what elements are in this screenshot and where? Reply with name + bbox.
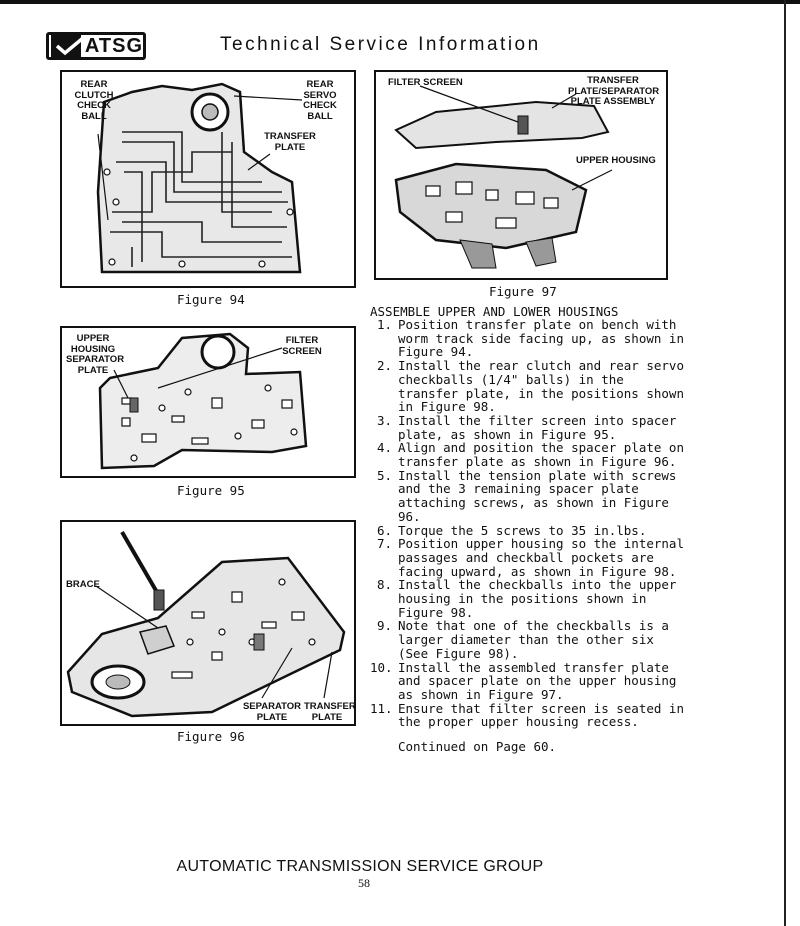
figure-97-caption: Figure 97 xyxy=(489,284,557,299)
callout-upper-housing: UPPER HOUSING xyxy=(576,155,656,166)
step-item: 4. Align and position the spacer plate on transfer plate as shown in Figure 96. xyxy=(376,440,684,470)
callout-rear-servo-check-ball: REAR SERVO CHECK BALL xyxy=(303,79,337,122)
figure-97 xyxy=(374,70,668,280)
top-rule xyxy=(0,0,800,4)
section-heading: ASSEMBLE UPPER AND LOWER HOUSINGS xyxy=(370,304,619,319)
figure-96 xyxy=(60,520,356,726)
callout-upper-housing-separator-plate: UPPER HOUSING SEPARATOR PLATE xyxy=(66,333,125,376)
page-number: 58 xyxy=(358,876,370,890)
callout-filter-screen-97: FILTER SCREEN xyxy=(388,77,463,88)
figure-94-caption: Figure 94 xyxy=(177,292,245,307)
plate-alignment-drawing xyxy=(62,522,354,724)
page-header-title: Technical Service Information xyxy=(220,34,541,55)
step-item: 11. Ensure that filter screen is seated in the proper upper housing recess. xyxy=(370,700,684,730)
step-item: 9. Note that one of the checkballs is a larger diameter than the other six (See Figure 98). xyxy=(376,618,669,661)
callout-transfer-separator-assembly: TRANSFER PLATE/SEPARATOR PLATE ASSEMBLY xyxy=(568,75,660,107)
logo-text: ATSG xyxy=(84,34,143,57)
figure-94 xyxy=(60,70,356,288)
figure-95-caption: Figure 95 xyxy=(177,483,245,498)
instruction-steps xyxy=(370,318,685,729)
callout-transfer-plate: TRANSFER PLATE xyxy=(264,131,316,153)
step-item: 8. Install the checkballs into the upper housing in the positions shown in Figure 98. xyxy=(376,577,677,620)
step-item: 3. Install the filter screen into spacer plate, as shown in Figure 95. xyxy=(376,412,677,442)
step-item: 5. Install the tension plate with screws and the 3 remaining spacer plate attaching screws, as shown in Figure 96. xyxy=(376,467,677,524)
callout-rear-clutch-check-ball: REAR CLUTCH CHECK BALL xyxy=(74,79,114,122)
callout-filter-screen: FILTER SCREEN xyxy=(282,335,322,357)
step-item: 1. Position transfer plate on bench with worm track side facing up, as shown in Figure 94. xyxy=(376,317,684,360)
callout-separator-plate: SEPARATOR PLATE xyxy=(242,701,302,723)
figure-95 xyxy=(60,326,356,478)
step-item: 2. Install the rear clutch and rear servo checkballs (1/4" balls) in the transfer plate, in the positions shown in Figure 98. xyxy=(376,358,684,415)
step-item: 10. Install the assembled transfer plate and spacer plate on the upper housing as shown in Figure 97. xyxy=(370,659,677,702)
atsg-logo xyxy=(46,32,146,60)
logo-check-icon xyxy=(51,35,81,57)
callout-transfer-plate-96: TRANSFER PLATE xyxy=(304,701,356,723)
page-edge xyxy=(784,0,786,926)
continued-note: Continued on Page 60. xyxy=(398,739,557,754)
footer-organization: AUTOMATIC TRANSMISSION SERVICE GROUP xyxy=(176,858,544,875)
figure-96-caption: Figure 96 xyxy=(177,729,245,744)
step-item: 7. Position upper housing so the internal passages and checkball pockets are facing upward, as shown in Figure 98. xyxy=(376,536,684,579)
step-item: 6. Torque the 5 screws to 35 in.lbs. xyxy=(376,522,647,538)
callout-brace: BRACE xyxy=(66,579,100,590)
